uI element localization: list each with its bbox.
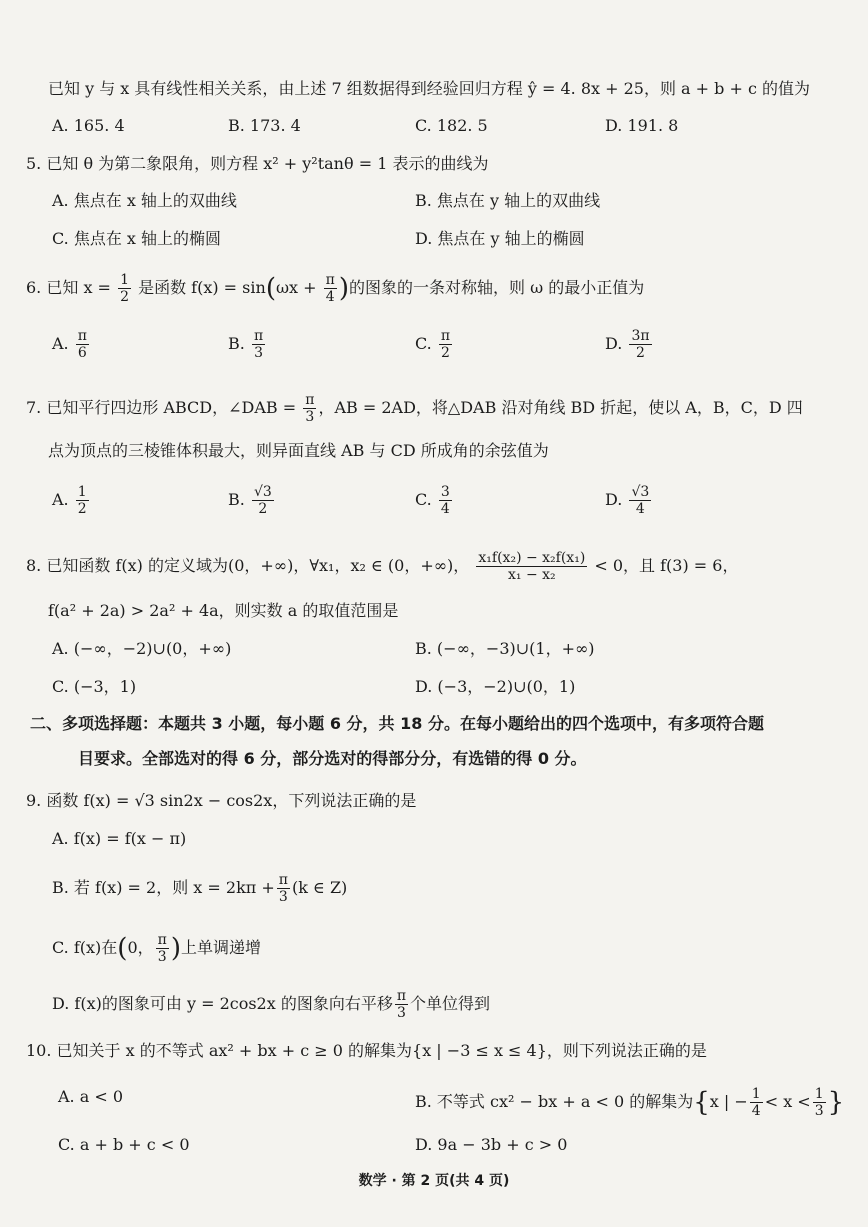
page-footer: 数学 · 第 2 页(共 4 页) bbox=[358, 1173, 510, 1189]
q7-stem-line1: 7. 已知平行四边形 ABCD，∠DAB = $\frac{\pi}{3}$ ，AB = 2AD，将△DAB 沿对角线 BD 折起，使以 A，B，C，D 四 bbox=[26, 392, 803, 425]
q5-option-b: B. 焦点在 y 轴上的双曲线 bbox=[415, 191, 601, 210]
q8-stem-line2: f(a² + 2a) > 2a² + 4a，则实数 a 的取值范围是 bbox=[48, 601, 399, 620]
section-2-header-line1: 二、多项选择题：本题共 3 小题，每小题 6 分，共 18 分。在每小题给出的四个选项中，有多项符合题 bbox=[30, 714, 764, 733]
q4-option-c: C. 182. 5 bbox=[415, 116, 488, 135]
q9-option-a: A. f(x) = f(x − π) bbox=[52, 829, 187, 848]
q8-option-b: B. (−∞，−3)∪(1，+∞) bbox=[415, 639, 595, 658]
q10-option-b: B. 不等式 cx² − bx + a < 0 的解集为{x | − $\frac{1}{4}$ < x < $\frac{1}{3}$ } bbox=[415, 1086, 845, 1119]
q6-stem: 6. 已知 x = $\frac{1}{2}$ 是函数 f(x) = sin(ωx + $\frac{\pi}{4}$ )的图象的一条对称轴，则 ω 的最小正值为 bbox=[26, 272, 645, 305]
q8-option-a: A. (−∞，−2)∪(0，+∞) bbox=[52, 639, 232, 658]
q7-option-b: B. $\frac{√3}{2}$ bbox=[228, 484, 272, 517]
q7-stem-line2: 点为顶点的三棱锥体积最大，则异面直线 AB 与 CD 所成角的余弦值为 bbox=[48, 441, 549, 460]
q7-fraction-angle: $\frac{\pi}{3}$ bbox=[305, 392, 315, 425]
q6-text-3: ωx + bbox=[275, 278, 317, 297]
q9-option-b: B. 若 f(x) = 2，则 x = 2kπ + $\frac{\pi}{3}$ (k ∈ Z) bbox=[52, 872, 348, 905]
q8-option-c: C. (−3，1) bbox=[52, 677, 137, 696]
q8-option-d: D. (−3，−2)∪(0，1) bbox=[415, 677, 576, 696]
q7-option-a: A. $\frac{1}{2}$ bbox=[52, 484, 87, 517]
q6-option-b: B. $\frac{\pi}{3}$ bbox=[228, 328, 264, 361]
q10-option-a: A. a < 0 bbox=[58, 1087, 124, 1106]
q7-option-c: C. $\frac{3}{4}$ bbox=[415, 484, 450, 517]
q9-stem: 9. 函数 f(x) = √3 sin2x − cos2x，下列说法正确的是 bbox=[26, 791, 417, 810]
q7-option-d: D. $\frac{√3}{4}$ bbox=[605, 484, 650, 517]
q4-option-d: D. 191. 8 bbox=[605, 116, 679, 135]
section-2-header-line2: 目要求。全部选对的得 6 分，部分选对的得部分分，有选错的得 0 分。 bbox=[78, 749, 587, 768]
q8-stem-line1: 8. 已知函数 f(x) 的定义域为(0，+∞)，∀x₁，x₂ ∈ (0，+∞)， $\frac{\text{x₁f(x₂) − x₂f(x₁)}}{\text{x₁ − x₂}}$ < 0，且 f(3) = 6， bbox=[26, 550, 739, 583]
q4-stem: 已知 y 与 x 具有线性相关关系，由上述 7 组数据得到经验回归方程 ŷ = 4. 8x + 25，则 a + b + c 的值为 bbox=[48, 79, 811, 98]
q5-stem: 5. 已知 θ 为第二象限角，则方程 x² + y²tanθ = 1 表示的曲线为 bbox=[26, 154, 489, 173]
q4-option-b: B. 173. 4 bbox=[228, 116, 301, 135]
q5-option-c: C. 焦点在 x 轴上的椭圆 bbox=[52, 229, 222, 248]
q6-text-2: 是函数 f(x) = sin bbox=[138, 278, 266, 297]
q6-text-4: 的图象的一条对称轴，则 ω 的最小正值为 bbox=[348, 278, 645, 297]
q6-fraction-half: $\frac{1}{2}$ bbox=[120, 272, 129, 305]
q10-option-c: C. a + b + c < 0 bbox=[58, 1135, 190, 1154]
q10-stem: 10. 已知关于 x 的不等式 ax² + bx + c ≥ 0 的解集为{x | −3 ≤ x ≤ 4}，则下列说法正确的是 bbox=[26, 1041, 707, 1060]
q6-option-d: D. $\frac{3\pi}{2}$ bbox=[605, 328, 650, 361]
q6-text-1: 6. 已知 x = bbox=[26, 278, 111, 297]
q5-option-a: A. 焦点在 x 轴上的双曲线 bbox=[52, 191, 237, 210]
q6-fraction-pi4: $\frac{\pi}{4}$ bbox=[325, 272, 335, 305]
q5-option-d: D. 焦点在 y 轴上的椭圆 bbox=[415, 229, 585, 248]
q4-option-a: A. 165. 4 bbox=[52, 116, 125, 135]
q6-option-c: C. $\frac{\pi}{2}$ bbox=[415, 328, 451, 361]
q9-option-c: C. f(x)在(0， $\frac{\pi}{3}$ )上单调递增 bbox=[52, 932, 261, 965]
q9-option-d: D. f(x)的图象可由 y = 2cos2x 的图象向右平移 $\frac{\pi}{3}$ 个单位得到 bbox=[52, 988, 491, 1021]
q10-option-d: D. 9a − 3b + c > 0 bbox=[415, 1135, 568, 1154]
q6-option-a: A. $\frac{\pi}{6}$ bbox=[52, 328, 87, 361]
q8-fraction: $\frac{\text{x₁f(x₂) − x₂f(x₁)}}{\text{x₁ − x₂}}$ bbox=[478, 550, 586, 583]
